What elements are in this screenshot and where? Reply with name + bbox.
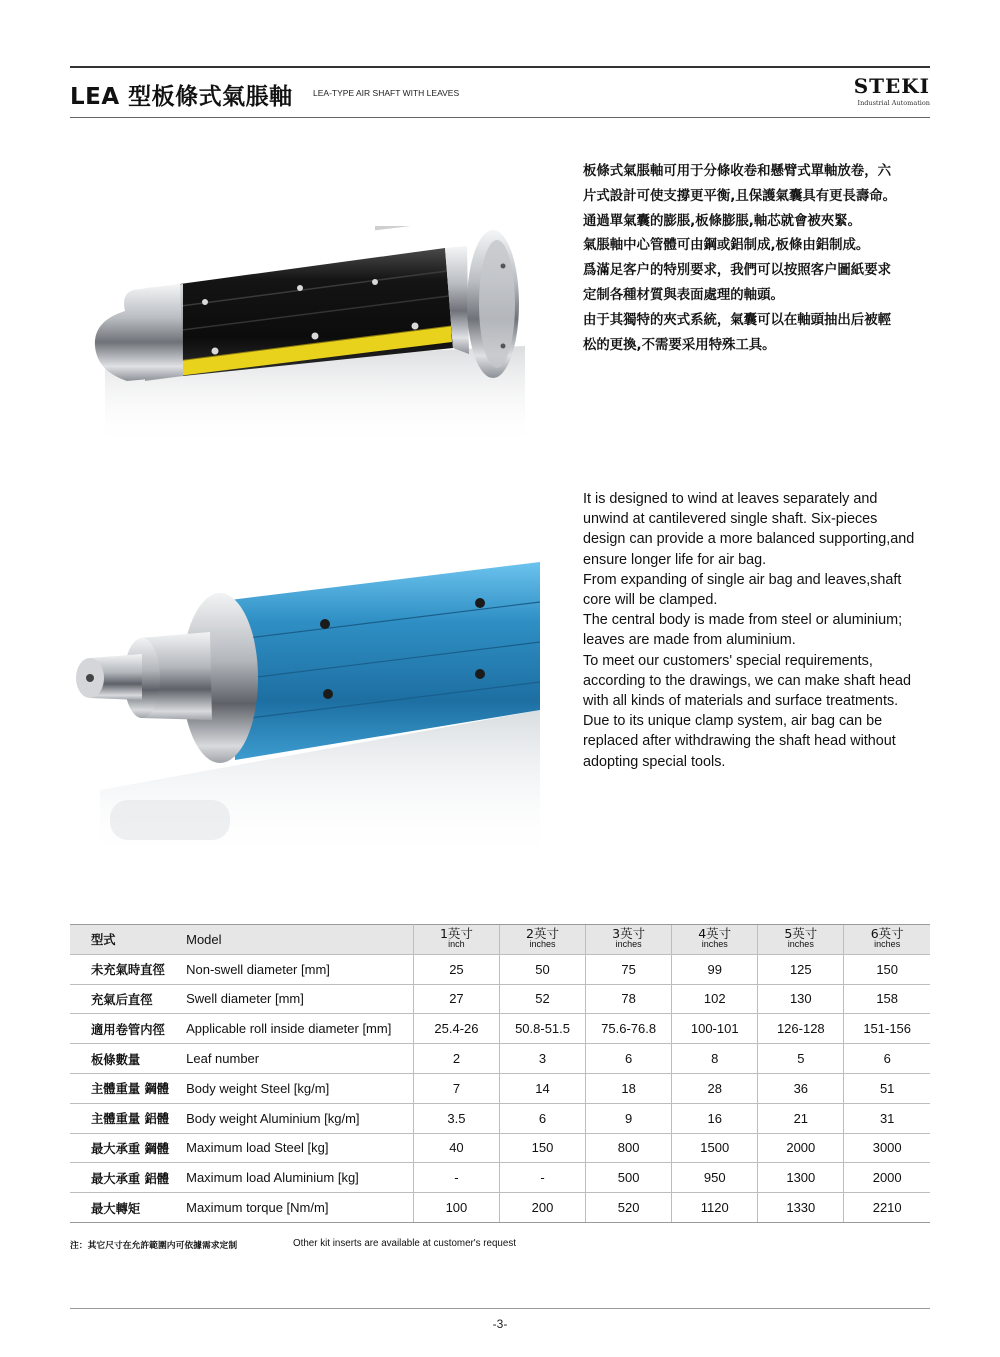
table-cell: 18 xyxy=(586,1073,672,1103)
cn-line: 板條式氣脹軸可用于分條收卷和懸臂式單軸放卷，六 xyxy=(583,164,891,179)
column-unit: inches xyxy=(615,939,642,950)
table-cell: - xyxy=(499,1163,585,1193)
table-row xyxy=(70,1014,930,1044)
table-cell: 125 xyxy=(758,954,844,984)
footer-rule xyxy=(70,1308,930,1309)
page-subtitle: LEA-TYPE AIR SHAFT WITH LEAVES xyxy=(313,88,460,98)
en-line: core will be clamped. xyxy=(583,592,718,609)
cn-line: 由于其獨特的夾式系統，氣囊可以在軸頭抽出后被輕 xyxy=(583,312,891,328)
row-label-en: Non-swell diameter [mm] xyxy=(178,954,413,984)
table-cell: 200 xyxy=(499,1193,585,1223)
table-cell: 100-101 xyxy=(672,1014,758,1044)
table-cell: 151-156 xyxy=(844,1014,930,1044)
table-cell: 99 xyxy=(672,954,758,984)
column-header xyxy=(758,925,844,955)
table-cell: 16 xyxy=(672,1103,758,1133)
table-row xyxy=(70,1073,930,1103)
row-label-en: Leaf number xyxy=(178,1044,413,1074)
header-label-cn: 型式 xyxy=(70,925,178,955)
table-row xyxy=(70,1133,930,1163)
en-line: ensure longer life for air bag. xyxy=(583,551,767,568)
table-cell: 75 xyxy=(586,954,672,984)
row-label-cn: 主體重量 鋁體 xyxy=(70,1103,178,1133)
table-cell: 78 xyxy=(586,984,672,1014)
table-cell: 1330 xyxy=(758,1193,844,1223)
table-cell: 51 xyxy=(844,1073,930,1103)
column-unit: inches xyxy=(787,939,814,950)
row-label-cn: 主體重量 鋼體 xyxy=(70,1073,178,1103)
en-line: To meet our customers' special requirements, xyxy=(583,652,873,669)
en-line: The central body is made from steel or aluminium; xyxy=(583,612,903,629)
table-cell: 2000 xyxy=(758,1133,844,1163)
logo-tagline: Industrial Automation xyxy=(857,99,930,107)
table-cell: 9 xyxy=(586,1103,672,1133)
column-size: 1英寸 xyxy=(439,926,473,942)
table-cell: 36 xyxy=(758,1073,844,1103)
row-label-cn: 板條數量 xyxy=(70,1044,178,1074)
table-cell: 25.4-26 xyxy=(413,1014,499,1044)
column-size: 5英寸 xyxy=(784,926,818,942)
table-cell: 6 xyxy=(499,1103,585,1133)
table-cell: 100 xyxy=(413,1193,499,1223)
row-label-cn: 最大轉矩 xyxy=(70,1193,178,1223)
column-size: 2英寸 xyxy=(526,926,559,942)
page-title: LEA 型板條式氣脹軸 xyxy=(70,84,293,110)
column-size: 6英寸 xyxy=(870,926,904,942)
table-cell: 150 xyxy=(499,1133,585,1163)
steki-logo xyxy=(846,74,930,112)
table-cell: 950 xyxy=(672,1163,758,1193)
en-line: replaced after withdrawing the shaft head without xyxy=(583,733,896,750)
table-cell: 1500 xyxy=(672,1133,758,1163)
column-header xyxy=(499,925,585,955)
en-line: From expanding of single air bag and leaves,shaft xyxy=(583,571,902,588)
cn-line: 通過單氣囊的膨脹,板條膨脹,軸芯就會被夾緊。 xyxy=(583,213,861,229)
column-header xyxy=(844,925,930,955)
table-cell: 1120 xyxy=(672,1193,758,1223)
table-row xyxy=(70,984,930,1014)
description-english xyxy=(583,489,933,772)
cn-line: 松的更換,不需要采用特殊工具。 xyxy=(583,337,776,353)
en-line: according to the drawings, we can make shaft head xyxy=(583,672,911,689)
table-cell: 50.8-51.5 xyxy=(499,1014,585,1044)
table-row xyxy=(70,1193,930,1223)
table-cell: 7 xyxy=(413,1073,499,1103)
table-header-row xyxy=(70,925,930,955)
en-line: with all kinds of materials and surface treatments. xyxy=(583,693,899,710)
en-line: It is designed to wind at leaves separately and xyxy=(583,491,878,507)
page-number: -3- xyxy=(492,1317,508,1331)
row-label-en: Body weight Steel [kg/m] xyxy=(178,1073,413,1103)
table-cell: 2 xyxy=(413,1044,499,1074)
cn-line: 定制各種材質與表面處理的軸頭。 xyxy=(583,287,784,303)
row-label-cn: 最大承重 鋼體 xyxy=(70,1133,178,1163)
logo-wordmark: STEKI xyxy=(853,74,930,98)
row-label-en: Maximum load Steel [kg] xyxy=(178,1133,413,1163)
table-cell: 75.6-76.8 xyxy=(586,1014,672,1044)
header-top-rule xyxy=(70,66,930,68)
table-cell: 5 xyxy=(758,1044,844,1074)
table-row xyxy=(70,954,930,984)
table-row xyxy=(70,1103,930,1133)
table-cell: 158 xyxy=(844,984,930,1014)
specification-table xyxy=(70,924,930,1223)
table-cell: 6 xyxy=(586,1044,672,1074)
column-unit: inches xyxy=(701,939,728,950)
table-cell: 1300 xyxy=(758,1163,844,1193)
description-chinese xyxy=(583,160,933,358)
row-label-cn: 適用卷管内徑 xyxy=(70,1014,178,1044)
table-cell: - xyxy=(413,1163,499,1193)
table-cell: 50 xyxy=(499,954,585,984)
column-header xyxy=(586,925,672,955)
column-unit: inch xyxy=(448,939,465,950)
table-cell: 500 xyxy=(586,1163,672,1193)
row-label-en: Maximum torque [Nm/m] xyxy=(178,1193,413,1223)
row-label-cn: 最大承重 鋁體 xyxy=(70,1163,178,1193)
table-cell: 21 xyxy=(758,1103,844,1133)
en-line: leaves are made from aluminium. xyxy=(583,632,796,649)
table-cell: 27 xyxy=(413,984,499,1014)
blue-air-shaft-photo xyxy=(70,560,540,860)
table-cell: 2000 xyxy=(844,1163,930,1193)
column-header xyxy=(413,925,499,955)
row-label-en: Swell diameter [mm] xyxy=(178,984,413,1014)
header-label-en: Model xyxy=(178,925,413,955)
en-line: Due to its unique clamp system, air bag can be xyxy=(583,713,883,730)
footnote-english: Other kit inserts are available at customer's request xyxy=(293,1238,516,1249)
table-row xyxy=(70,1044,930,1074)
table-cell: 150 xyxy=(844,954,930,984)
table-cell: 800 xyxy=(586,1133,672,1163)
table-cell: 102 xyxy=(672,984,758,1014)
table-cell: 126-128 xyxy=(758,1014,844,1044)
column-header xyxy=(672,925,758,955)
table-row xyxy=(70,1163,930,1193)
table-cell: 3.5 xyxy=(413,1103,499,1133)
table-cell: 130 xyxy=(758,984,844,1014)
table-cell: 40 xyxy=(413,1133,499,1163)
en-line: unwind at cantilevered single shaft. Six-pieces xyxy=(583,511,878,528)
column-unit: inches xyxy=(874,939,901,950)
row-label-cn: 未充氣時直徑 xyxy=(70,954,178,984)
cn-line: 氣脹軸中心管體可由鋼或鋁制成,板條由鋁制成。 xyxy=(583,238,870,254)
cn-line: 片式設計可使支撐更平衡,且保護氣囊具有更長壽命。 xyxy=(583,188,897,204)
column-unit: inches xyxy=(529,939,556,950)
column-size: 4英寸 xyxy=(698,926,732,942)
table-cell: 8 xyxy=(672,1044,758,1074)
row-label-en: Maximum load Aluminium [kg] xyxy=(178,1163,413,1193)
header-bottom-rule xyxy=(70,117,930,118)
cn-line: 爲滿足客户的特別要求，我們可以按照客户圖紙要求 xyxy=(583,263,891,279)
table-cell: 2210 xyxy=(844,1193,930,1223)
row-label-en: Body weight Aluminium [kg/m] xyxy=(178,1103,413,1133)
en-line: design can provide a more balanced supporting,and xyxy=(583,531,915,548)
table-cell: 52 xyxy=(499,984,585,1014)
table-cell: 3 xyxy=(499,1044,585,1074)
column-size: 3英寸 xyxy=(612,926,646,942)
black-air-shaft-photo xyxy=(85,226,535,446)
row-label-en: Applicable roll inside diameter [mm] xyxy=(178,1014,413,1044)
footnote-chinese: 注：其它尺寸在允許範圍内可依據需求定制 xyxy=(70,1241,238,1251)
en-line: adopting special tools. xyxy=(583,753,726,770)
table-cell: 3000 xyxy=(844,1133,930,1163)
table-cell: 14 xyxy=(499,1073,585,1103)
table-cell: 28 xyxy=(672,1073,758,1103)
row-label-cn: 充氣后直徑 xyxy=(70,984,178,1014)
table-cell: 520 xyxy=(586,1193,672,1223)
table-cell: 6 xyxy=(844,1044,930,1074)
table-cell: 31 xyxy=(844,1103,930,1133)
table-cell: 25 xyxy=(413,954,499,984)
